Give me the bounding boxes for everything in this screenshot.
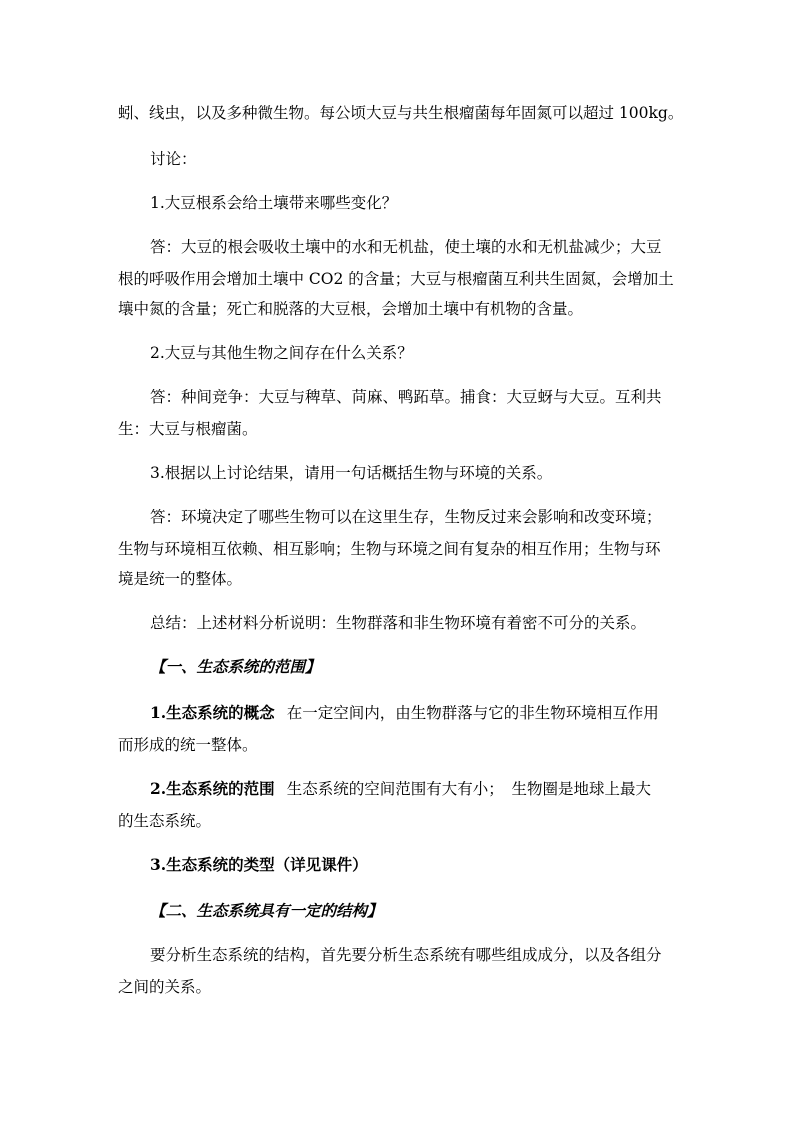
discussion-label: 讨论： bbox=[150, 150, 197, 168]
answer-1-line-2: 根的呼吸作用会增加土壤中 CO2 的含量；大豆与根瘤菌互利共生固氮，会增加土 bbox=[118, 270, 674, 288]
range-line bbox=[150, 778, 651, 800]
answer-3-line-1: 答：环境决定了哪些生物可以在这里生存，生物反过来会影响和改变环境； bbox=[150, 508, 662, 526]
concept-text-line-2: 而形成的统一整体。 bbox=[118, 736, 258, 754]
answer-1-line-3: 壤中氮的含量；死亡和脱落的大豆根，会增加土壤中有机物的含量。 bbox=[118, 300, 584, 318]
section-1-heading: 【一、生态系统的范围】 bbox=[150, 657, 321, 676]
section-2-text-line-1: 要分析生态系统的结构，首先要分析生态系统有哪些组成成分，以及各组分 bbox=[150, 946, 662, 964]
answer-1-line-1: 答：大豆的根会吸收土壤中的水和无机盐，使土壤的水和无机盐减少；大豆 bbox=[150, 238, 662, 256]
range-text: 生态系统的空间范围有大有小； 生物圈是地球上最大 bbox=[286, 780, 651, 798]
concept-text: 在一定空间内，由生物群落与它的非生物环境相互作用 bbox=[286, 704, 659, 722]
summary: 总结：上述材料分析说明：生物群落和非生物环境有着密不可分的关系。 bbox=[150, 614, 647, 632]
answer-2-line-2: 生：大豆与根瘤菌。 bbox=[118, 420, 258, 438]
answer-3-line-3: 境是统一的整体。 bbox=[118, 570, 243, 588]
question-1: 1.大豆根系会给土壤带来哪些变化？ bbox=[150, 194, 398, 212]
range-label: 2.生态系统的范围 bbox=[150, 779, 275, 798]
answer-2-line-1: 答：种间竞争：大豆与稗草、苘麻、鸭跖草。捕食：大豆蚜与大豆。互利共 bbox=[150, 388, 662, 406]
range-text-line-2: 的生态系统。 bbox=[118, 812, 212, 830]
concept-line bbox=[150, 702, 659, 724]
concept-label: 1.生态系统的概念 bbox=[150, 703, 275, 722]
section-2-heading: 【二、生态系统具有一定的结构】 bbox=[150, 901, 383, 920]
question-2: 2.大豆与其他生物之间存在什么关系？ bbox=[150, 344, 413, 362]
question-3: 3.根据以上讨论结果，请用一句话概括生物与环境的关系。 bbox=[150, 464, 553, 482]
answer-3-line-2: 生物与环境相互依赖、相互影响；生物与环境之间有复杂的相互作用；生物与环 bbox=[118, 540, 661, 558]
types-label: 3.生态系统的类型（详见课件） bbox=[150, 855, 368, 874]
section-2-text-line-2: 之间的关系。 bbox=[118, 978, 212, 996]
paragraph-line: 蚓、线虫，以及多种微生物。每公顷大豆与共生根瘤菌每年固氮可以超过 100kg。 bbox=[118, 104, 684, 122]
